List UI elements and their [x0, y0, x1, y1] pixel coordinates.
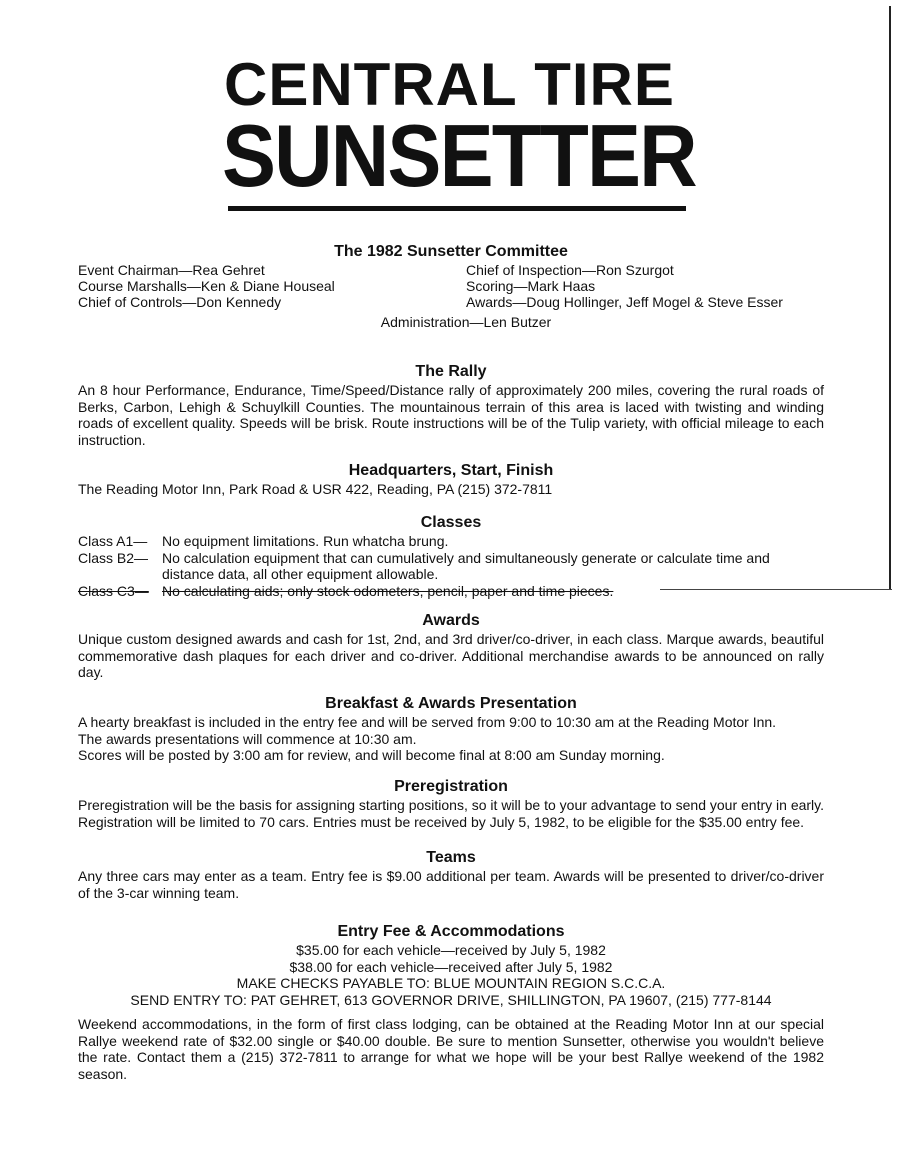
headquarters-text: The Reading Motor Inn, Park Road & USR 422, Reading, PA (215) 372-7811 [78, 481, 553, 497]
classes-section [78, 513, 824, 599]
preregistration-heading: Preregistration [394, 778, 508, 795]
class-label: Class B2— [78, 549, 149, 566]
entry-line: $35.00 for each vehicle—received by July 5, 1982 [296, 942, 606, 958]
class-item [78, 533, 824, 550]
committee-section [78, 242, 824, 331]
class-text: No calculating aids; only stock odometers, pencil, paper and time pieces. [162, 582, 614, 599]
breakfast-section [78, 694, 824, 764]
committee-member: Course Marshalls—Ken & Diane Houseal [78, 278, 335, 294]
entry-heading: Entry Fee & Accommodations [337, 923, 565, 940]
class-label: Class C3— [78, 582, 149, 599]
breakfast-line: Scores will be posted by 3:00 am for review, and will become final at 8:00 am Sunday morning. [78, 747, 665, 763]
breakfast-heading: Breakfast & Awards Presentation [325, 695, 577, 712]
rally-heading: The Rally [415, 363, 487, 380]
committee-member: Chief of Inspection—Ron Szurgot [466, 262, 674, 278]
committee-member: Chief of Controls—Don Kennedy [78, 294, 282, 310]
committee-member: Event Chairman—Rea Gehret [78, 262, 265, 278]
headquarters-section [78, 461, 824, 498]
preregistration-section [78, 777, 824, 830]
accommodations-text: Weekend accommodations, in the form of first class lodging, can be obtained at the Reading Motor Inn at our special Rallye weekend rate of $32.00 single or $40.00 double. Be sure to mention Sunsetter, otherwise you wouldn't believe the rate. Contact them a (215) 372-7811 to arrange for what we hope will be your best Rallye weekend of the 1982 season. [78, 1016, 824, 1082]
entry-line: SEND ENTRY TO: PAT GEHRET, 613 GOVERNOR DRIVE, SHILLINGTON, PA 19607, (215) 777-8144 [130, 991, 772, 1008]
rally-text: An 8 hour Performance, Endurance, Time/Speed/Distance rally of approximately 200 miles, covering the rural roads of Berks, Carbon, Lehigh & Schuylkill Counties. The mountainous terrain of this area is laced with twisting and winding roads of excellent quality. Speeds will be brisk. Route instructions will be of the Tulip variety, with official mileage to each instruction. [78, 382, 824, 448]
entry-line: MAKE CHECKS PAYABLE TO: BLUE MOUNTAIN REGION S.C.C.A. [236, 975, 666, 991]
class-label: Class A1— [78, 533, 148, 549]
breakfast-line: The awards presentations will commence at 10:30 am. [78, 730, 417, 747]
committee-admin: Administration—Len Butzer [380, 314, 552, 330]
rally-section [78, 362, 824, 448]
committee-heading: The 1982 Sunsetter Committee [334, 243, 568, 260]
teams-text: Any three cars may enter as a team. Entry fee is $9.00 additional per team. Awards will be presented to driver/co-driver of the 3-car winning team. [78, 868, 824, 901]
teams-section [78, 848, 824, 901]
classes-heading: Classes [420, 514, 482, 531]
page-edge-rule [889, 6, 891, 590]
class-item [78, 550, 824, 583]
class-text: No equipment limitations. Run whatcha brung. [162, 533, 449, 549]
awards-section [78, 611, 824, 681]
entry-section [78, 922, 824, 1082]
awards-text: Unique custom designed awards and cash for 1st, 2nd, and 3rd driver/co-driver, in each class. Marque awards, beautiful commemorative dash plaques for each driver and co-driver. Additional merchandise awards to be announced on rally day. [78, 631, 824, 680]
class-text: No calculation equipment that can cumulatively and simultaneously generate or calculate time and distance data, all other equipment allowable. [162, 549, 770, 582]
headquarters-heading: Headquarters, Start, Finish [348, 462, 554, 479]
title-underline [228, 206, 686, 211]
awards-heading: Awards [422, 612, 480, 629]
committee-member: Awards—Doug Hollinger, Jeff Mogel & Steve Esser [466, 294, 783, 310]
title-line-1: CENTRAL TIRE [224, 51, 675, 118]
class-item-struck [78, 583, 824, 600]
committee-member: Scoring—Mark Haas [466, 278, 596, 294]
title-line-2: SUNSETTER [222, 106, 696, 205]
preregistration-text: Preregistration will be the basis for assigning starting positions, so it will be to your advantage to send your entry in early. Registration will be limited to 70 cars. Entries must be received by July 5, 1982, to be eligible for the $35.00 entry fee. [78, 797, 825, 830]
committee-list [78, 262, 824, 314]
breakfast-line: A hearty breakfast is included in the entry fee and will be served from 9:00 to 10:30 am at the Reading Motor Inn. [78, 714, 777, 730]
entry-line: $38.00 for each vehicle—received after July 5, 1982 [289, 958, 613, 975]
teams-heading: Teams [426, 849, 476, 866]
